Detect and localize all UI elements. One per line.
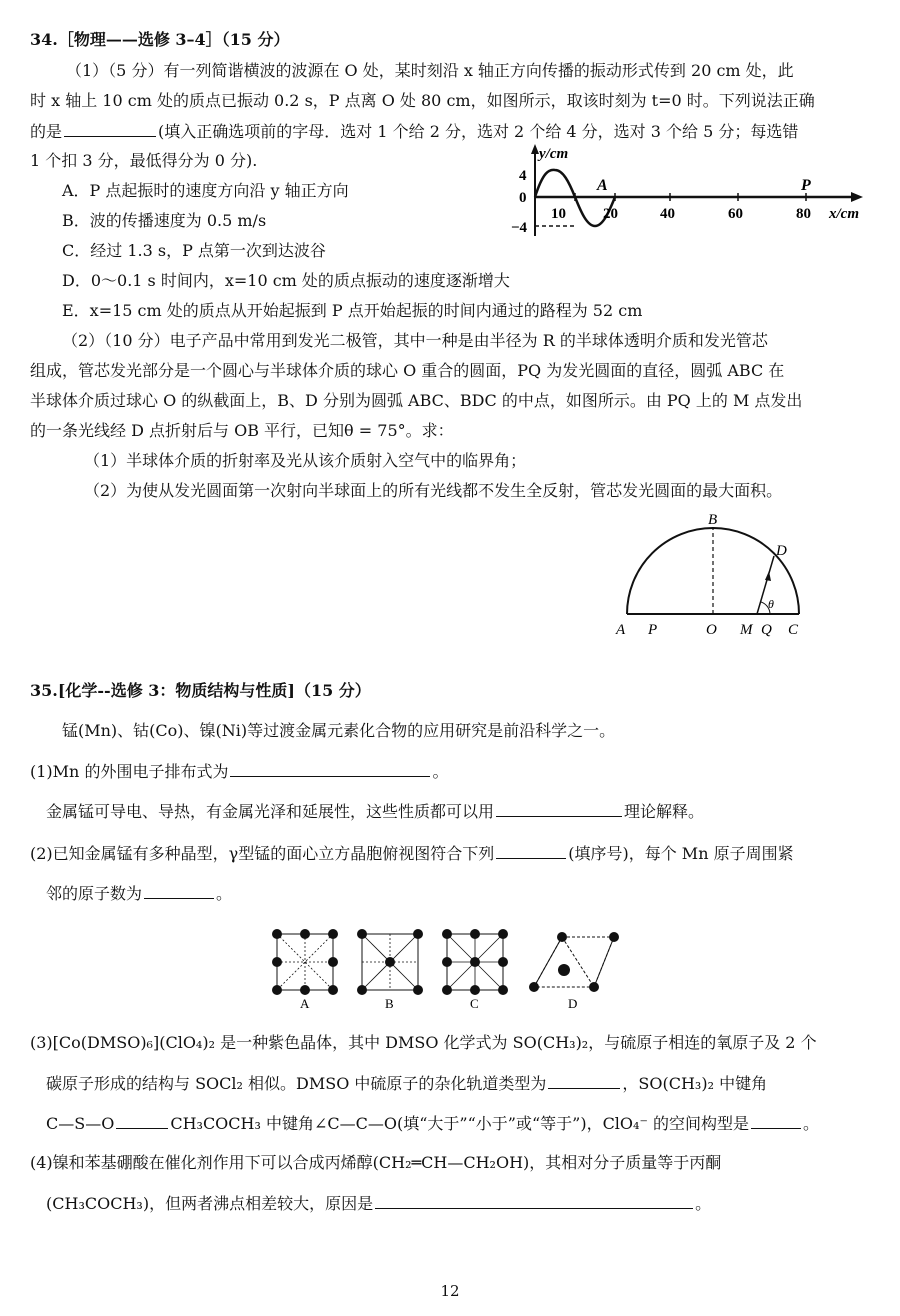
q34-answer-blank[interactable] xyxy=(64,120,156,137)
q35-s3-line3 xyxy=(46,1112,819,1135)
semicircle-diagram xyxy=(608,508,818,644)
label-c: C xyxy=(788,622,799,638)
q35-s2-l2-end: 。 xyxy=(216,884,233,903)
q34-option-c: C．经过 1.3 s，P 点第一次到达波谷 xyxy=(62,241,326,260)
label-q: Q xyxy=(761,622,772,638)
crystal-views xyxy=(262,922,632,1014)
crystal-choice-blank[interactable] xyxy=(496,842,566,859)
q35-s3-l3-start: C—S—O xyxy=(46,1114,115,1133)
q35-s3-l2-end: ，SO(CH₃)₂ 中键角 xyxy=(622,1074,768,1093)
wave-x-tick-label-20: 20 xyxy=(603,206,618,222)
label-a: A xyxy=(616,622,626,638)
label-b: B xyxy=(708,512,718,528)
q35-s3-line1: (3)[Co(DMSO)₆](ClO₄)₂ 是一种紫色晶体，其中 DMSO 化学式为 SO(CH₃)₂，与硫原子相连的氧原子及 2 个 xyxy=(30,1033,817,1052)
q35-s4-line2 xyxy=(46,1192,711,1215)
crystal-view-c xyxy=(442,929,508,995)
q35-s3-line2 xyxy=(46,1072,767,1095)
q34-header: 34.［物理——选修 3–4］（15 分） xyxy=(30,30,290,49)
q35-s2-line2 xyxy=(46,882,232,905)
q35-s1-text: (1)Mn 的外围电子排布式为 xyxy=(30,762,229,781)
q34-p1-line1: （1）（5 分）有一列简谐横波的波源在 O 处，某时刻沿 x 轴正方向传播的振动形式传到 20 cm 处，此 xyxy=(66,61,794,80)
q35-s1-l2-text: 金属锰可导电、导热，有金属光泽和延展性，这些性质都可以用 xyxy=(46,802,495,821)
crystal-label-a: A xyxy=(300,996,310,1011)
q34-p2-line2: 组成，管芯发光部分是一个圆心与半球体介质的球心 O 重合的圆面，PQ 为发光圆面的直径，圆弧 ABC 在 xyxy=(30,361,785,380)
q34-sub1: （1）半球体介质的折射率及光从该介质射入空气中的临界角； xyxy=(84,451,527,470)
boiling-point-reason-blank[interactable] xyxy=(375,1192,693,1209)
coordination-number-blank[interactable] xyxy=(144,882,214,899)
q35-s2-end: (填序号)，每个 Mn 原子周围紧 xyxy=(568,844,794,863)
wave-x-tick-label-40: 40 xyxy=(660,206,675,222)
q35-s4-l2-text: (CH₃COCH₃)，但两者沸点相差较大，原因是 xyxy=(46,1194,374,1213)
q34-p2-line1: （2）（10 分）电子产品中常用到发光二极管，其中一种是由半径为 R 的半球体透明介质和发光管芯 xyxy=(62,331,768,350)
crystal-view-b xyxy=(357,929,423,995)
mn-electron-config-blank[interactable] xyxy=(230,760,430,777)
q35-s3-l3-end: 。 xyxy=(803,1114,820,1133)
q35-s2-l2-text: 邻的原子数为 xyxy=(46,884,143,903)
crystal-view-a xyxy=(272,929,338,995)
q34-p2-line4: 的一条光线经 D 点折射后与 OB 平行，已知θ = 75°。求： xyxy=(30,421,454,440)
q34-p1-line3 xyxy=(30,120,798,143)
q34-p1-line3-end: (填入正确选项前的字母．选对 1 个给 2 分，选对 2 个给 4 分，选对 3 个给 5 分；每选错 xyxy=(158,122,799,141)
q35-s4-l2-end: 。 xyxy=(695,1194,712,1213)
wave-y-arrow xyxy=(531,144,539,154)
wave-x-tick-label-10: 10 xyxy=(551,206,566,222)
label-theta: θ xyxy=(768,597,774,611)
q35-s4-line1: (4)镍和苯基硼酸在催化剂作用下可以合成丙烯醇(CH₂═CH—CH₂OH)，其相对分子质量等于丙酮 xyxy=(30,1153,722,1172)
wave-x-label: x/cm xyxy=(829,206,859,222)
page-number: 12 xyxy=(440,1282,460,1300)
label-p: P xyxy=(648,622,658,638)
hybridization-blank[interactable] xyxy=(548,1072,620,1089)
wave-x-arrow xyxy=(851,192,863,202)
q35-s3-l3-mid: CH₃COCH₃ 中键角∠C—C—O(填“大于”“小于”或“等于”)，ClO₄⁻ 的空间构型是 xyxy=(170,1114,749,1133)
wave-y-label: y/cm xyxy=(539,146,569,162)
wave-y-tick-neg4: −4 xyxy=(511,220,528,236)
crystal-label-d: D xyxy=(568,996,578,1011)
wave-y-tick-4: 4 xyxy=(519,168,527,184)
crystal-label-b: B xyxy=(385,996,394,1011)
ray-arrow xyxy=(765,571,771,581)
q34-sub2: （2）为使从发光圆面第一次射向半球面上的所有光线都不发生全反射，管芯发光圆面的最大面积。 xyxy=(84,481,783,500)
wave-y-tick-0: 0 xyxy=(519,190,527,206)
wave-x-tick-label-80: 80 xyxy=(796,206,811,222)
clo4-shape-blank[interactable] xyxy=(751,1112,801,1129)
q34-option-b: B．波的传播速度为 0.5 m/s xyxy=(62,211,267,230)
theory-blank[interactable] xyxy=(496,800,622,817)
q34-option-d: D．0～0.1 s 时间内，x=10 cm 处的质点振动的速度逐渐增大 xyxy=(62,271,510,290)
q35-s1-l2-end: 理论解释。 xyxy=(624,802,705,821)
q35-s2-text: (2)已知金属锰有多种晶型，γ型锰的面心立方晶胞俯视图符合下列 xyxy=(30,844,495,863)
q34-p1-line4: 1 个扣 3 分，最低得分为 0 分). xyxy=(30,151,258,170)
q35-header: 35.[化学--选修 3：物质结构与性质]（15 分） xyxy=(30,681,371,700)
wave-point-a-label: A xyxy=(597,177,608,194)
q34-p1-line3-start: 的是 xyxy=(30,122,63,141)
crystal-view-d xyxy=(529,932,619,992)
label-d: D xyxy=(776,543,787,559)
bond-angle-compare-blank[interactable] xyxy=(116,1112,168,1129)
q34-option-e: E．x=15 cm 处的质点从开始起振到 P 点开始起振的时间内通过的路程为 52 cm xyxy=(62,301,643,320)
q35-s3-l2-text: 碳原子形成的结构与 SOCl₂ 相似。DMSO 中硫原子的杂化轨道类型为 xyxy=(46,1074,547,1093)
q35-s2-line1 xyxy=(30,842,794,865)
wave-x-tick-label-60: 60 xyxy=(728,206,743,222)
label-m: M xyxy=(740,622,753,638)
crystal-label-c: C xyxy=(470,996,479,1011)
q35-s1-end: 。 xyxy=(432,762,449,781)
label-o: O xyxy=(706,622,717,638)
q35-s1-line1 xyxy=(30,760,448,783)
wave-graph xyxy=(505,142,875,242)
q34-option-a: A．P 点起振时的速度方向沿 y 轴正方向 xyxy=(62,181,349,200)
q34-p1-line2: 时 x 轴上 10 cm 处的质点已振动 0.2 s，P 点离 O 处 80 cm，如图所示，取该时刻为 t=0 时。下列说法正确 xyxy=(30,91,815,110)
q35-intro: 锰(Mn)、钴(Co)、镍(Ni)等过渡金属元素化合物的应用研究是前沿科学之一。 xyxy=(62,721,616,740)
q34-p2-line3: 半球体介质过球心 O 的纵截面上，B、D 分别为圆弧 ABC、BDC 的中点，如图所示。由 PQ 上的 M 点发出 xyxy=(30,391,803,410)
q35-s1-line2 xyxy=(46,800,704,823)
wave-point-p-label: P xyxy=(801,177,811,194)
